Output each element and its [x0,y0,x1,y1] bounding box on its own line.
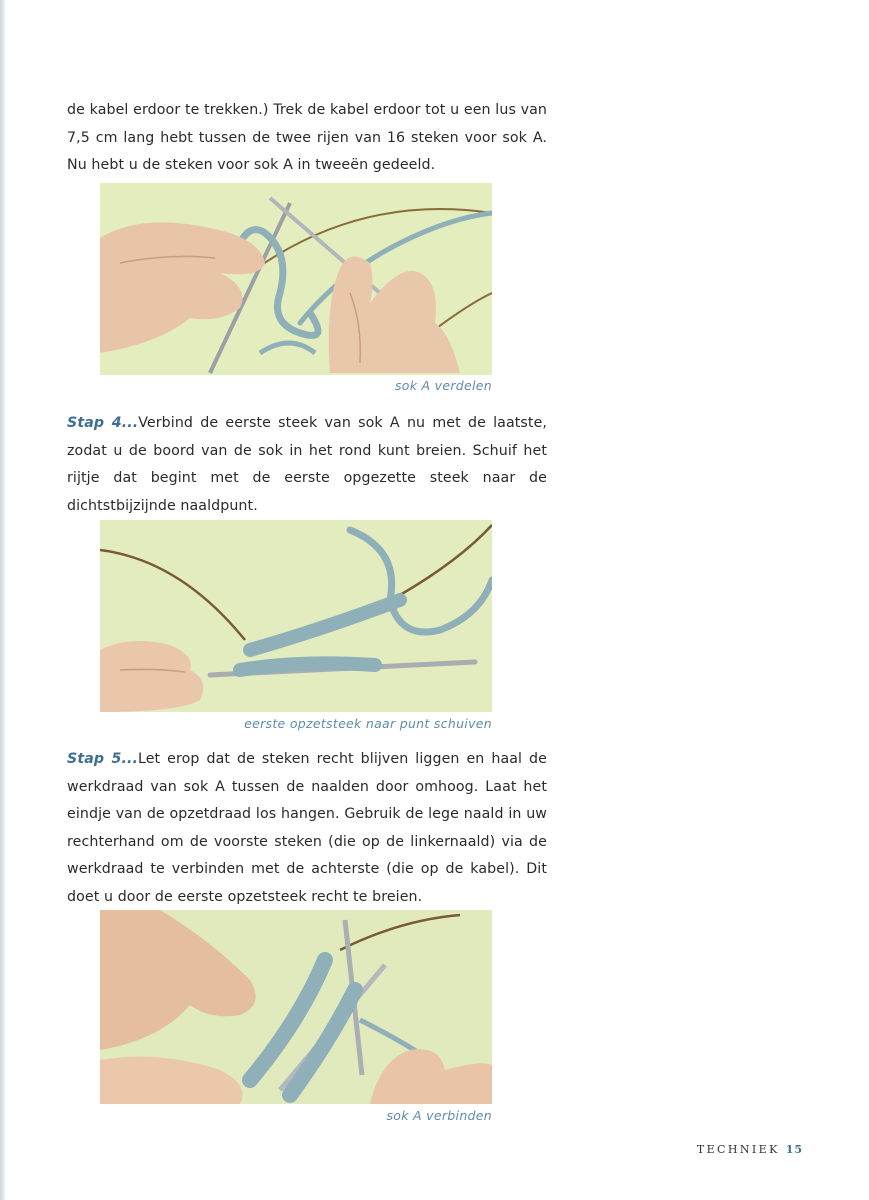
photo-sok-a-verbinden [100,910,492,1104]
page-number: 15 [785,1143,803,1156]
page-gutter-shadow [0,0,5,1200]
page-footer [697,1143,803,1156]
step-4-paragraph [67,410,547,520]
intro-text: de kabel erdoor te trekken.) Trek de kabel erdoor tot u een lus van 7,5 cm lang hebt tussen de twee rijen van 16 steken voor sok A. Nu hebt u de steken voor sok A in tweeën gedeeld. [67,102,547,173]
step-4-label: Stap 4 [67,415,122,431]
step-5-paragraph [67,746,547,911]
step-4-separator: ... [121,415,139,431]
caption-photo-2: eerste opzetsteek naar punt schuiven [244,716,492,731]
caption-photo-3: sok A verbinden [386,1108,492,1123]
photo-opzetsteek-schuiven [100,520,492,712]
section-name: TECHNIEK [696,1143,780,1156]
intro-paragraph [67,97,547,180]
step-4-text: Verbind de eerste steek van sok A nu met de laatste, zodat u de boord van de sok in het rond kunt breien. Schuif het rijtje dat begint met de eerste opgezette steek naar de dichtstbijzijnde naaldpunt. [67,415,548,514]
photo-sok-a-verdelen [100,183,492,375]
step-5-text: Let erop dat de steken recht blijven liggen en haal de werkdraad van sok A tussen de naalden door omhoog. Laat het eindje van de opzetdraad los hangen. Gebruik de lege naald in uw rechterhand om de voorste steken (die op de linkernaald) via de werkdraad te verbinden met de achterste (die op de kabel). Dit doet u door de eerste opzetsteek recht te breien. [67,751,547,905]
step-5-separator: ... [121,751,138,767]
step-5-label: Stap 5 [67,751,122,767]
caption-photo-1: sok A verdelen [394,378,492,393]
